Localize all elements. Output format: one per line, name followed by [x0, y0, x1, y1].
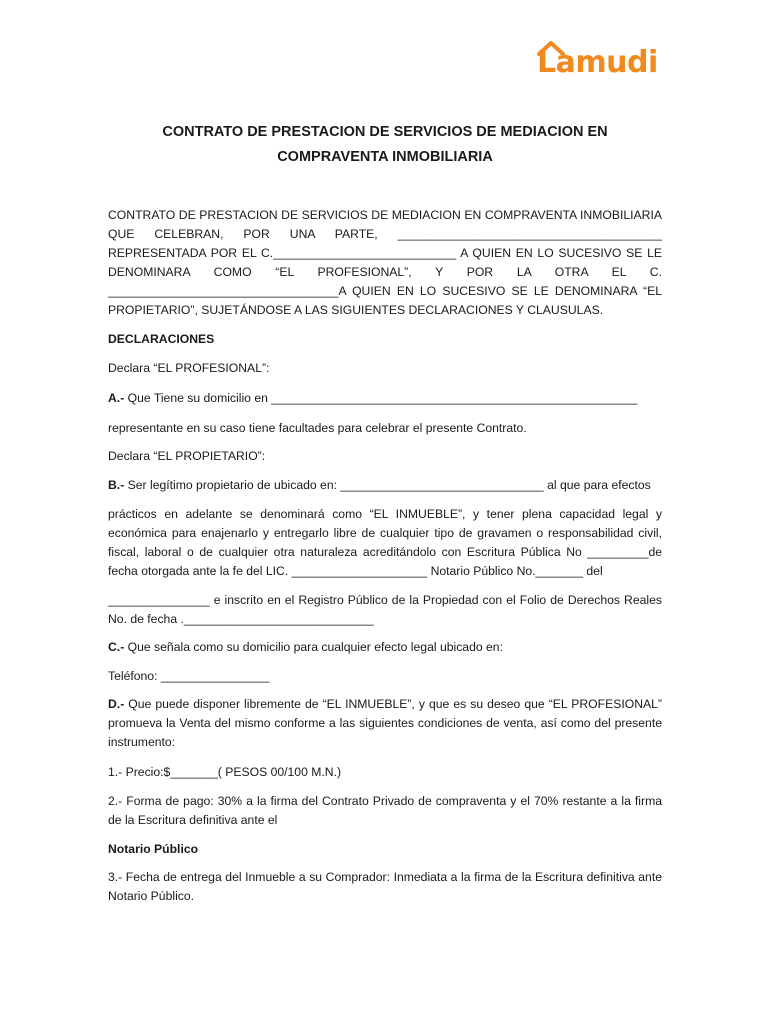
clause-b: [108, 476, 662, 495]
notario-heading: Notario Público: [108, 842, 199, 856]
declara-propietario: Declara “EL PROPIETARIO”:: [108, 449, 266, 463]
clause-d-text: Que puede disponer libremente de “EL INMUEBLE”, y que es su deseo que “EL PROFESIONAL” promueva la Venta del mismo conforme a las siguientes condiciones de venta, así como del presente instrumento:: [108, 697, 662, 749]
telefono-line: Teléfono: ________________: [108, 669, 270, 683]
title-line-2: COMPRAVENTA INMOBILIARIA: [277, 149, 493, 165]
inscrito-paragraph: _______________ e inscrito en el Registro Público de la Propiedad con el Folio de Derechos Reales No. de fecha .____________________________: [108, 593, 662, 626]
logo-text: Lamudi: [537, 45, 658, 80]
representante-line: representante en su caso tiene facultades para celebrar el presente Contrato.: [108, 421, 527, 435]
clause-a-text: Que Tiene su domicilio en ______________________________________________________: [124, 391, 638, 405]
precio-line: 1.- Precio:$_______( PESOS 00/100 M.N.): [108, 765, 342, 779]
forma-pago-paragraph: 2.- Forma de pago: 30% a la firma del Contrato Privado de compraventa y el 70% restante a la firma de la Escritura definitiva ante el: [108, 794, 662, 827]
document-title: [108, 120, 662, 170]
clause-a: [108, 389, 662, 408]
clause-b-text: Ser legítimo propietario de ubicado en: ______________________________ al que para efectos: [124, 478, 651, 492]
declaraciones-heading: DECLARACIONES: [108, 332, 215, 346]
clause-d-label: D.-: [108, 697, 125, 711]
practicos-paragraph: prácticos en adelante se denominará como “EL INMUEBLE”, y tener plena capacidad legal y económica para enajenarlo y entregarlo libre de cualquier tipo de gravamen o responsabilidad civil, fiscal, laboral o de cualquier otra naturaleza acreditándolo con Escritura Pública No _________de fecha otorgada ante la fe del LIC. ____________________ Notario Público No._______ del: [108, 507, 662, 578]
intro-paragraph: CONTRATO DE PRESTACION DE SERVICIOS DE MEDIACION EN COMPRAVENTA INMOBILIARIA QUE CELEBRAN, POR UNA PARTE, _______________________________________ REPRESENTADA POR EL C.___________________________ A QUIEN EN LO SUCESIVO SE LE DENOMINARA COMO “EL PROFESIONAL”, Y POR LA OTRA EL C. __________________________________A QUIEN EN LO SUCESIVO SE LE DENOMINARA “EL PROPIETARIO”, SUJETÁNDOSE A LAS SIGUIENTES DECLARACIONES Y CLAUSULAS.: [108, 208, 662, 317]
lamudi-logo: [537, 40, 658, 80]
title-line-1: CONTRATO DE PRESTACION DE SERVICIOS DE MEDIACION EN: [162, 124, 608, 140]
declara-profesional: Declara “EL PROFESIONAL”:: [108, 361, 270, 375]
clause-a-label: A.-: [108, 391, 125, 405]
clause-d: [108, 695, 662, 752]
clause-c-label: C.-: [108, 640, 125, 654]
clause-b-label: B.-: [108, 478, 125, 492]
clause-c: [108, 638, 662, 657]
entrega-paragraph: 3.- Fecha de entrega del Inmueble a su Comprador: Inmediata a la firma de la Escritura definitiva ante Notario Público.: [108, 870, 662, 903]
clause-c-text: Que señala como su domicilio para cualquier efecto legal ubicado en:: [124, 640, 503, 654]
